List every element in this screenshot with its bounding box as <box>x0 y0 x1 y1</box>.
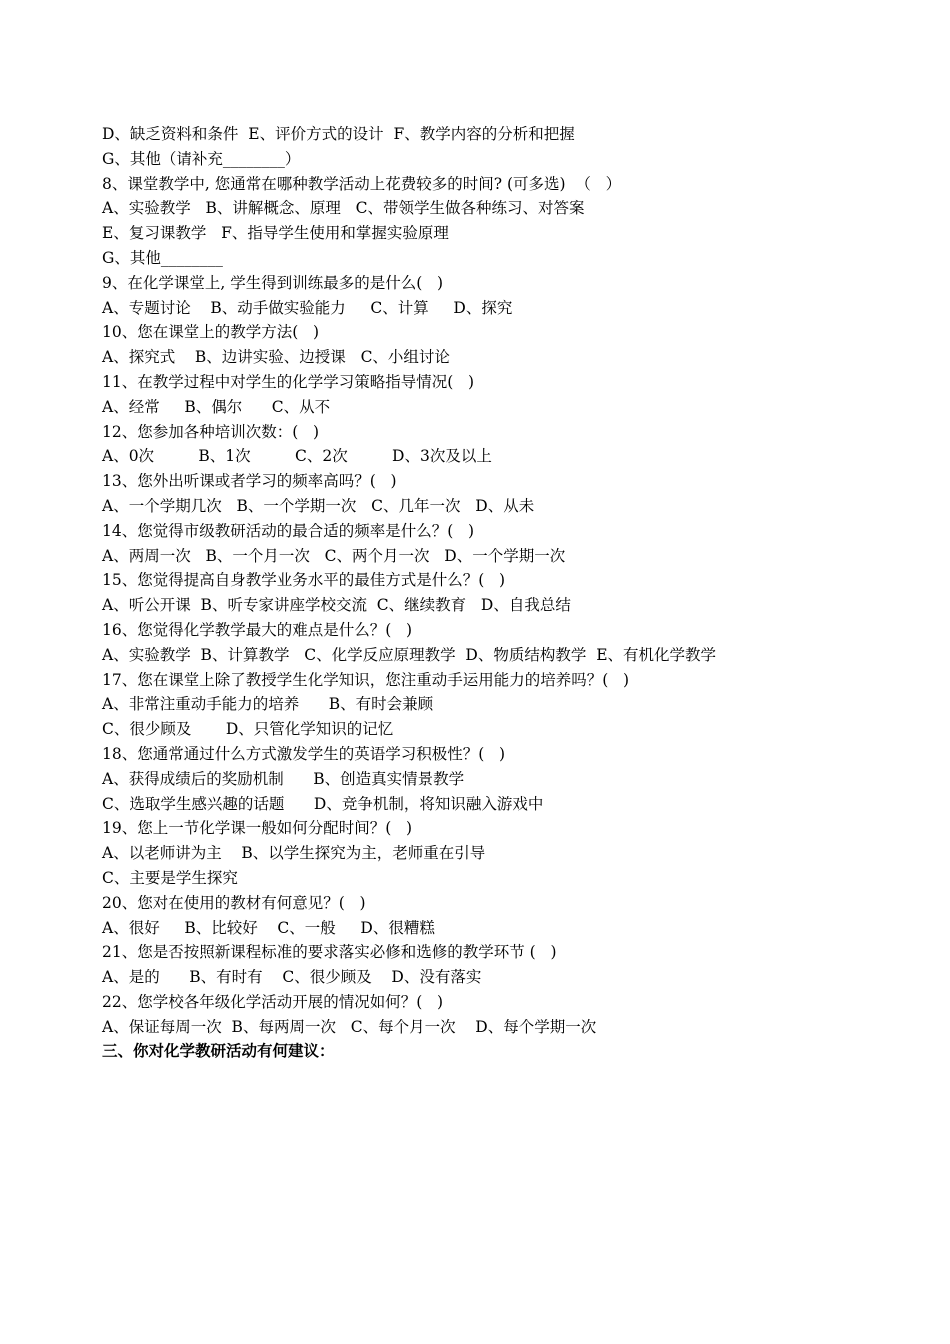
text-line: G、其他________ <box>102 248 223 267</box>
text-line: A、很好 B、比较好 C、一般 D、很糟糕 <box>102 918 435 937</box>
text-line: C、主要是学生探究 <box>102 868 238 887</box>
section-heading: 三、你对化学教研活动有何建议： <box>102 1041 335 1061</box>
text-line: 8、课堂教学中, 您通常在哪种教学活动上花费较多的时间? (可多选) （ ） <box>102 174 622 193</box>
text-line: 20、您对在使用的教材有何意见？( ) <box>102 893 366 912</box>
text-line: 12、您参加各种培训次数：( ) <box>102 422 320 441</box>
text-line: G、其他（请补充________） <box>102 149 301 168</box>
text-line: A、获得成绩后的奖励机制 B、创造真实情景教学 <box>102 769 465 788</box>
text-line: 19、您上一节化学课一般如何分配时间？( ) <box>102 819 413 838</box>
text-line: E、复习课教学 F、指导学生使用和掌握实验原理 <box>102 224 449 243</box>
text-line: 11、在教学过程中对学生的化学学习策略指导情况( ) <box>102 372 475 391</box>
text-line: 13、您外出听课或者学习的频率高吗？( ) <box>102 472 397 491</box>
text-line: 9、在化学课堂上, 学生得到训练最多的是什么( ) <box>102 273 444 292</box>
text-line: D、缺乏资料和条件 E、评价方式的设计 F、教学内容的分析和把握 <box>102 125 575 143</box>
text-line: A、实验教学 B、讲解概念、原理 C、带领学生做各种练习、对答案 <box>102 199 585 218</box>
text-line: A、非常注重动手能力的培养 B、有时会兼顾 <box>102 695 434 714</box>
text-line: A、是的 B、有时有 C、很少顾及 D、没有落实 <box>102 968 482 987</box>
text-line: A、保证每周一次 B、每两周一次 C、每个月一次 D、每个学期一次 <box>102 1017 597 1036</box>
text-line: 14、您觉得市级教研活动的最合适的频率是什么？( ) <box>102 521 475 540</box>
text-line: C、选取学生感兴趣的话题 D、竞争机制，将知识融入游戏中 <box>102 794 544 813</box>
text-line: 16、您觉得化学教学最大的难点是什么？( ) <box>102 620 413 639</box>
text-line: A、两周一次 B、一个月一次 C、两个月一次 D、一个学期一次 <box>102 546 566 565</box>
text-line: A、0次 B、1次 C、2次 D、3次及以上 <box>102 447 492 466</box>
text-line: 17、您在课堂上除了教授学生化学知识，您注重动手运用能力的培养吗？( ) <box>102 670 630 689</box>
text-line: A、实验教学 B、计算教学 C、化学反应原理教学 D、物质结构教学 E、有机化学教学 <box>102 645 717 664</box>
text-line: A、以老师讲为主 B、以学生探究为主，老师重在引导 <box>102 844 486 863</box>
text-line: A、探究式 B、边讲实验、边授课 C、小组讨论 <box>102 348 450 367</box>
text-line: 22、您学校各年级化学活动开展的情况如何？( ) <box>102 992 444 1011</box>
text-line: C、很少顾及 D、只管化学知识的记忆 <box>102 720 394 739</box>
text-line: 18、您通常通过什么方式激发学生的英语学习积极性？( ) <box>102 744 506 763</box>
text-line: 15、您觉得提高自身教学业务水平的最佳方式是什么？( ) <box>102 571 506 590</box>
text-line: A、听公开课 B、听专家讲座学校交流 C、继续教育 D、自我总结 <box>102 596 571 615</box>
text-line: A、经常 B、偶尔 C、从不 <box>102 397 331 416</box>
text-line: 10、您在课堂上的教学方法( ) <box>102 323 320 342</box>
text-line: A、一个学期几次 B、一个学期一次 C、几年一次 D、从未 <box>102 496 535 515</box>
text-line: A、专题讨论 B、动手做实验能力 C、计算 D、探究 <box>102 298 513 317</box>
questionnaire-content <box>102 122 902 1064</box>
text-line: 21、您是否按照新课程标准的要求落实必修和选修的教学环节 ( ) <box>102 943 557 962</box>
